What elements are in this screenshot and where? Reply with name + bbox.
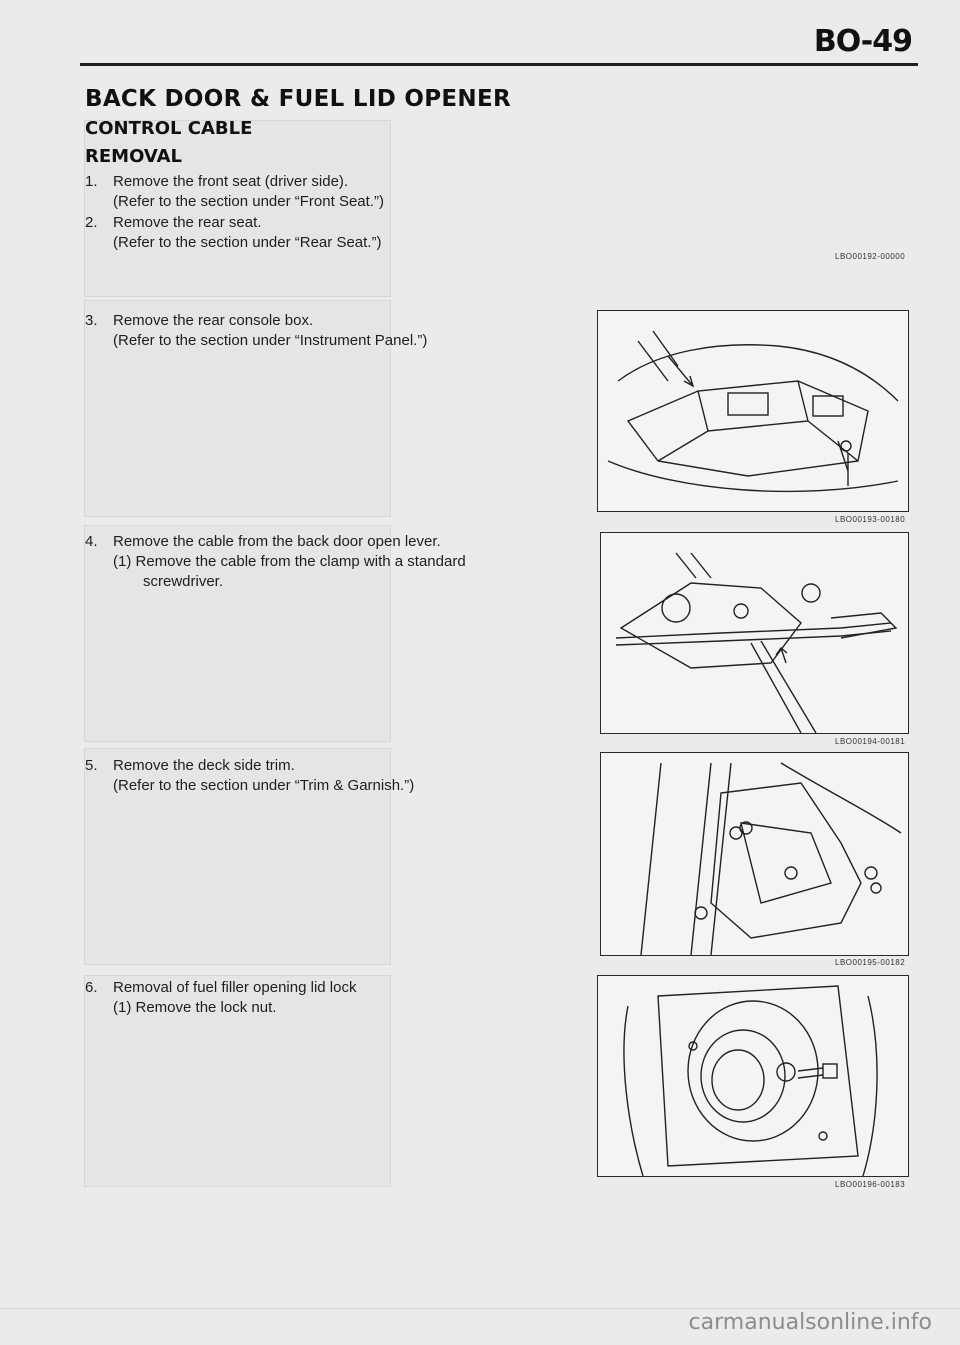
step-number: 2.: [85, 214, 98, 231]
figure-code-1: LBO00192-00000: [835, 252, 906, 261]
page-number: BO-49: [813, 24, 912, 59]
page-subtitle: CONTROL CABLE: [85, 118, 253, 139]
figure-deck-trim: [600, 752, 909, 956]
step-4: [85, 532, 466, 592]
lever-illustration: [601, 533, 908, 733]
step-number: 6.: [85, 979, 98, 996]
step-text: Remove the rear console box.: [113, 312, 314, 329]
step-text: Remove the rear seat.: [113, 214, 262, 231]
step-subtext: screwdriver.: [143, 573, 224, 590]
console-illustration: [598, 311, 908, 511]
step-subtext: (Refer to the section under “Instrument Panel.”): [113, 332, 428, 349]
step-number: 5.: [85, 757, 98, 774]
step-subtext: (Refer to the section under “Trim & Garnish.”): [113, 777, 415, 794]
section-heading: REMOVAL: [85, 146, 182, 167]
step-subtext: (Refer to the section under “Rear Seat.”): [113, 234, 382, 251]
step-2: [85, 213, 381, 253]
step-subtext: (1) Remove the cable from the clamp with a standard: [113, 553, 466, 570]
header-rule: [80, 63, 918, 66]
figure-open-lever: [600, 532, 909, 734]
step-3: [85, 311, 427, 351]
step-5: [85, 756, 414, 796]
step-1: [85, 172, 384, 212]
figure-console-box: [597, 310, 909, 512]
step-subtext: (Refer to the section under “Front Seat.”): [113, 193, 384, 210]
step-6: [85, 978, 356, 1018]
step-number: 3.: [85, 312, 98, 329]
step-text: Removal of fuel filler opening lid lock: [113, 979, 357, 996]
trim-illustration: [601, 753, 908, 955]
step-subtext: (1) Remove the lock nut.: [113, 999, 277, 1016]
fuel-lid-illustration: [598, 976, 908, 1176]
step-text: Remove the front seat (driver side).: [113, 173, 349, 190]
page-title: BACK DOOR & FUEL LID OPENER: [85, 86, 511, 112]
footer-rule: [0, 1308, 960, 1309]
watermark: carmanualsonline.info: [688, 1310, 932, 1335]
figure-code-3: LBO00194-00181: [835, 737, 906, 746]
step-text: Remove the deck side trim.: [113, 757, 295, 774]
step-text: Remove the cable from the back door open lever.: [113, 533, 441, 550]
figure-code-4: LBO00195-00182: [835, 958, 906, 967]
figure-code-2: LBO00193-00180: [835, 515, 906, 524]
figure-code-5: LBO00196-00183: [835, 1180, 906, 1189]
step-number: 4.: [85, 533, 98, 550]
figure-fuel-lid: [597, 975, 909, 1177]
step-number: 1.: [85, 173, 98, 190]
